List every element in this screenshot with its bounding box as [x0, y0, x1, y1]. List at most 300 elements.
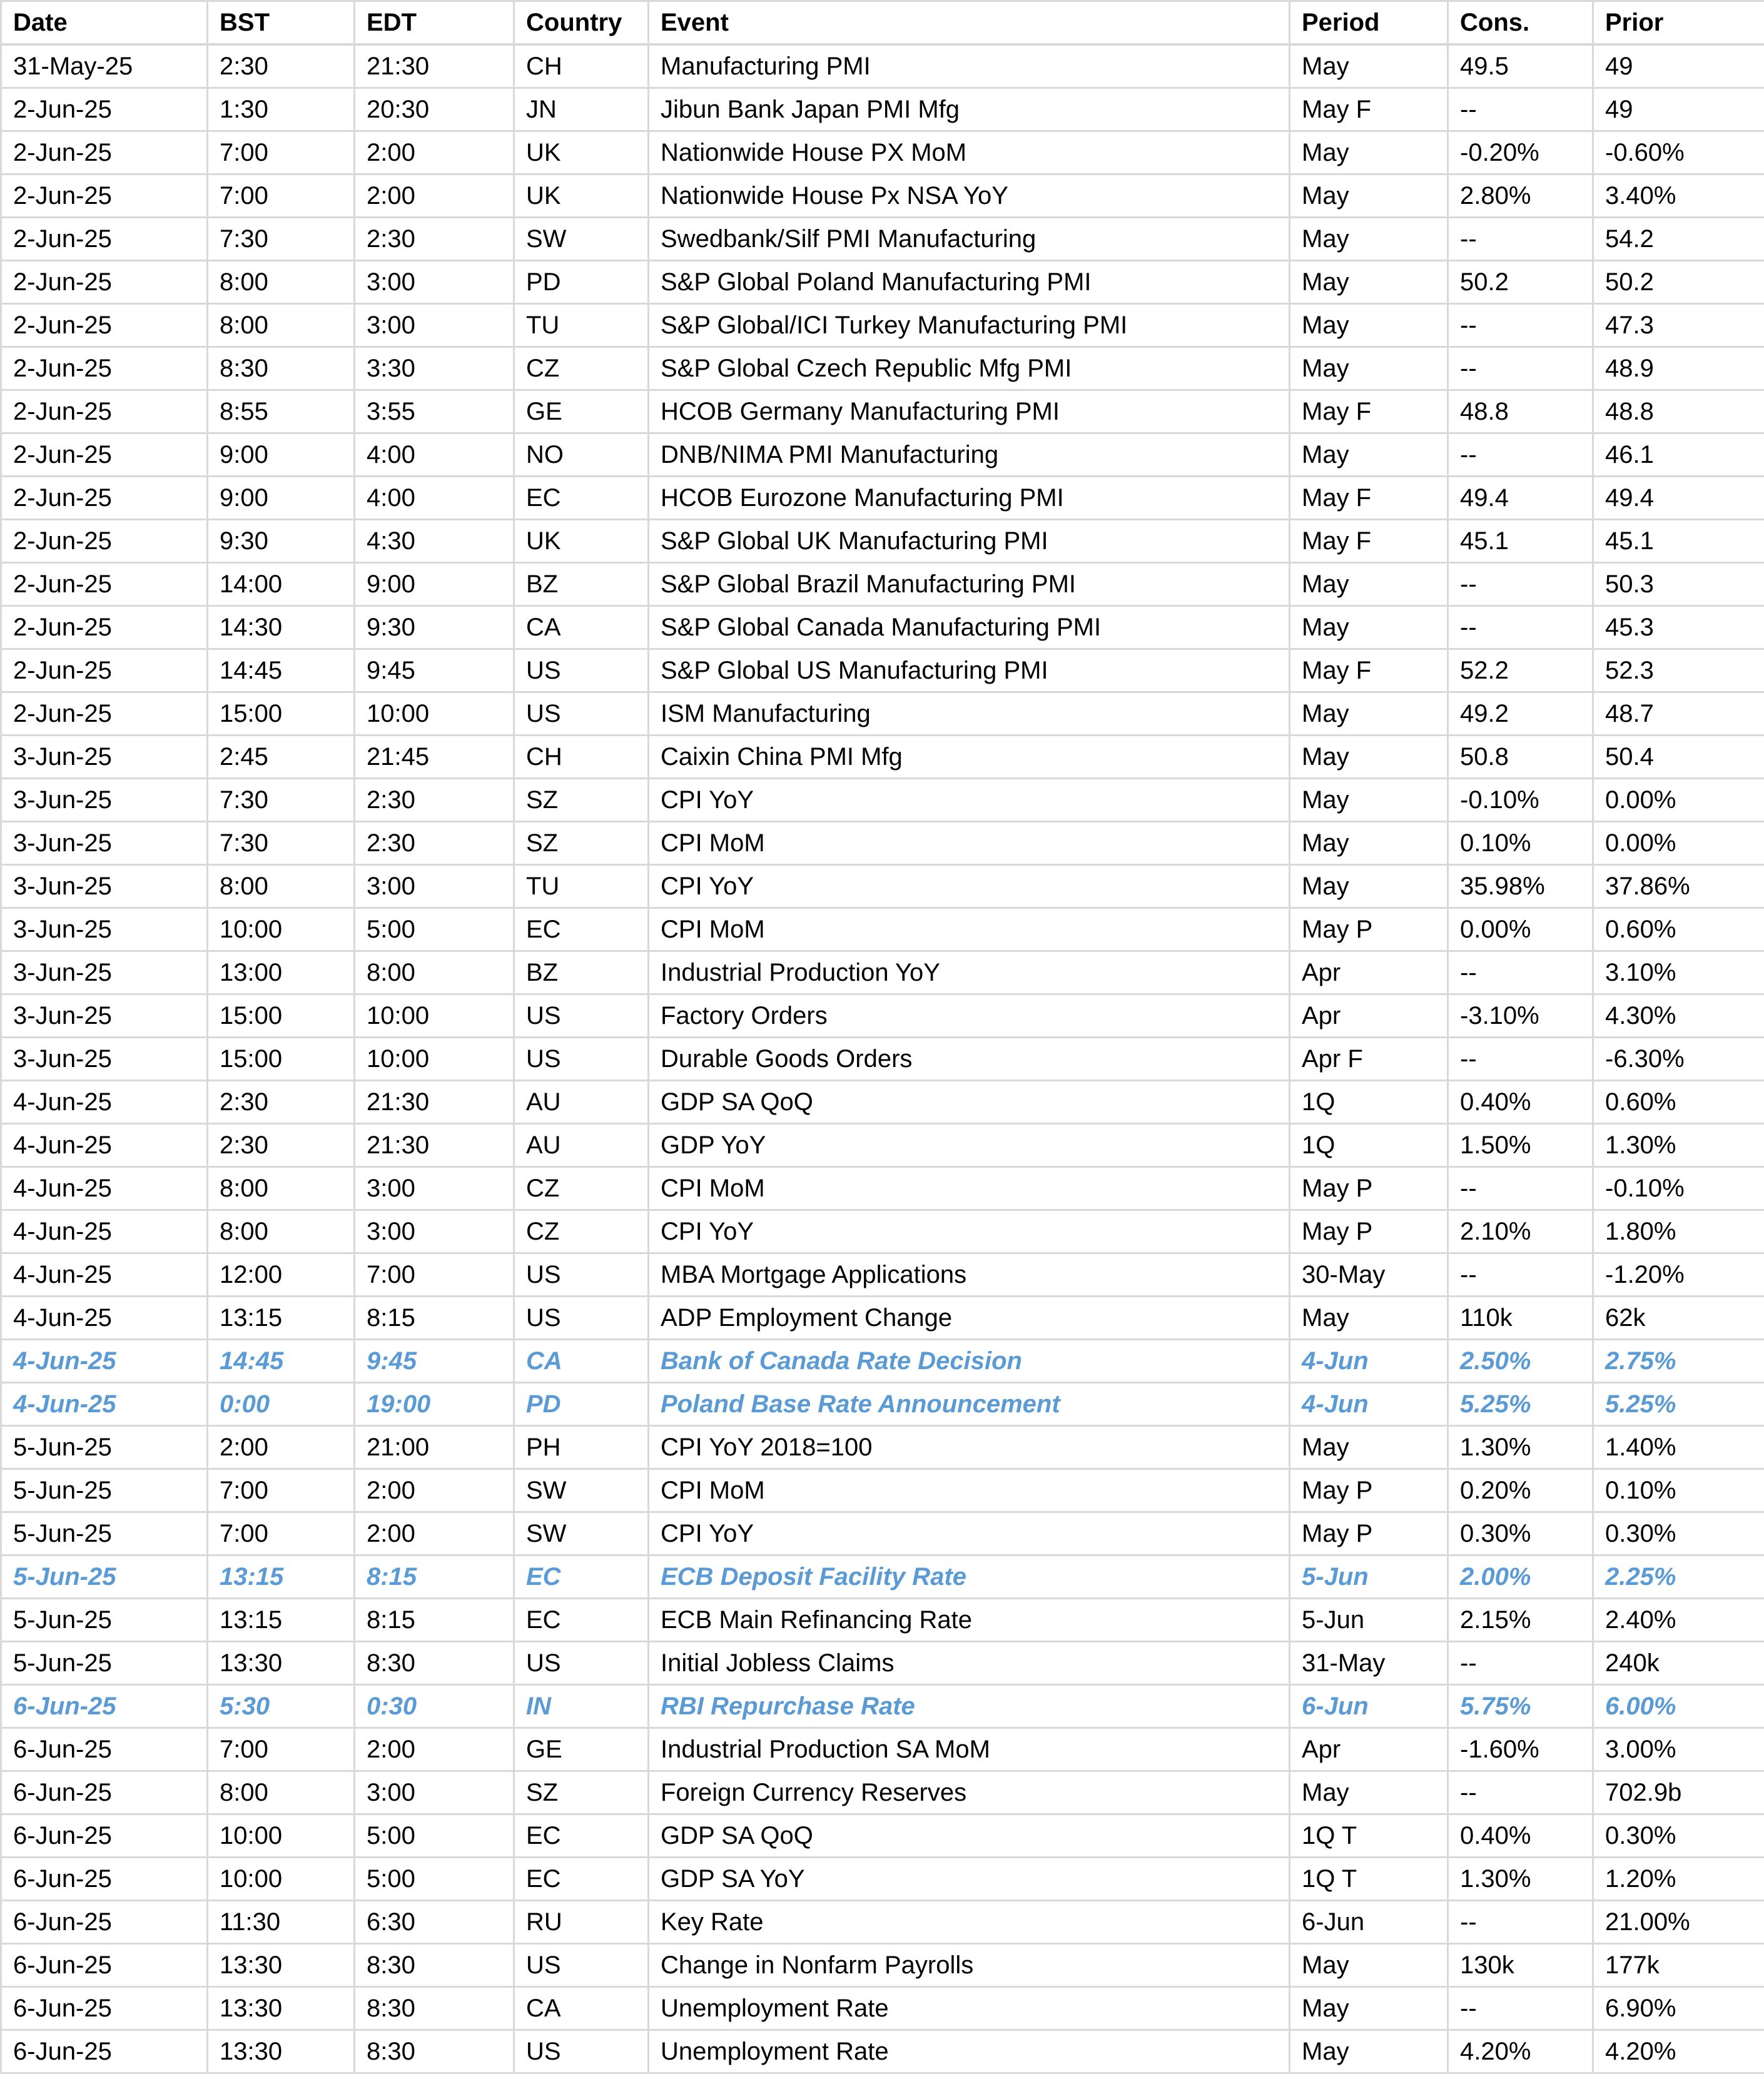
- cell-cons: 45.1: [1448, 520, 1593, 563]
- cell-event: CPI YoY: [649, 1210, 1290, 1253]
- cell-country: RU: [514, 1901, 649, 1944]
- cell-cons: 2.00%: [1448, 1556, 1593, 1599]
- table-row: [1, 1642, 1764, 1685]
- cell-period: May: [1290, 563, 1448, 606]
- cell-prior: 0.00%: [1593, 822, 1764, 865]
- column-header-prior: Prior: [1593, 1, 1764, 45]
- table-row: [1, 88, 1764, 131]
- cell-cons: 5.75%: [1448, 1685, 1593, 1728]
- cell-prior: 49: [1593, 44, 1764, 88]
- table-row: [1, 261, 1764, 304]
- cell-period: May: [1290, 606, 1448, 649]
- cell-cons: --: [1448, 606, 1593, 649]
- cell-period: May: [1290, 304, 1448, 347]
- cell-edt: 3:30: [355, 347, 514, 390]
- table-row: [1, 779, 1764, 822]
- cell-country: GE: [514, 390, 649, 433]
- table-row: [1, 1383, 1764, 1426]
- cell-period: 6-Jun: [1290, 1901, 1448, 1944]
- cell-edt: 2:00: [355, 1512, 514, 1556]
- cell-edt: 8:15: [355, 1599, 514, 1642]
- cell-prior: 1.80%: [1593, 1210, 1764, 1253]
- cell-edt: 19:00: [355, 1383, 514, 1426]
- cell-bst: 14:45: [208, 1340, 355, 1383]
- table-header: [1, 1, 1764, 45]
- cell-prior: 4.20%: [1593, 2030, 1764, 2073]
- header-row: [1, 1, 1764, 45]
- cell-event: Initial Jobless Claims: [649, 1642, 1290, 1685]
- cell-cons: -0.10%: [1448, 779, 1593, 822]
- cell-edt: 3:00: [355, 865, 514, 908]
- cell-event: Factory Orders: [649, 994, 1290, 1038]
- cell-prior: -1.20%: [1593, 1253, 1764, 1297]
- cell-country: CH: [514, 44, 649, 88]
- cell-cons: 1.30%: [1448, 1426, 1593, 1469]
- cell-country: CA: [514, 1987, 649, 2030]
- cell-event: Durable Goods Orders: [649, 1038, 1290, 1081]
- table-row: [1, 1210, 1764, 1253]
- cell-date: 3-Jun-25: [1, 779, 208, 822]
- cell-cons: 4.20%: [1448, 2030, 1593, 2073]
- cell-period: May: [1290, 347, 1448, 390]
- cell-cons: -0.20%: [1448, 131, 1593, 175]
- cell-prior: 3.10%: [1593, 951, 1764, 994]
- cell-bst: 7:30: [208, 822, 355, 865]
- cell-cons: --: [1448, 1167, 1593, 1210]
- cell-period: May: [1290, 1987, 1448, 2030]
- cell-country: CA: [514, 1340, 649, 1383]
- cell-prior: 49: [1593, 88, 1764, 131]
- cell-date: 3-Jun-25: [1, 865, 208, 908]
- cell-prior: 2.40%: [1593, 1599, 1764, 1642]
- table-row: [1, 1901, 1764, 1944]
- cell-prior: 0.10%: [1593, 1469, 1764, 1512]
- cell-event: CPI YoY: [649, 865, 1290, 908]
- cell-cons: --: [1448, 1987, 1593, 2030]
- table-row: [1, 1469, 1764, 1512]
- cell-period: May F: [1290, 520, 1448, 563]
- cell-cons: 50.8: [1448, 736, 1593, 779]
- cell-edt: 4:30: [355, 520, 514, 563]
- cell-date: 2-Jun-25: [1, 88, 208, 131]
- cell-period: May: [1290, 44, 1448, 88]
- cell-bst: 10:00: [208, 908, 355, 951]
- cell-event: S&P Global Brazil Manufacturing PMI: [649, 563, 1290, 606]
- cell-date: 4-Jun-25: [1, 1253, 208, 1297]
- cell-period: 1Q: [1290, 1081, 1448, 1124]
- cell-prior: 49.4: [1593, 477, 1764, 520]
- cell-event: ECB Main Refinancing Rate: [649, 1599, 1290, 1642]
- cell-bst: 15:00: [208, 1038, 355, 1081]
- table-row: [1, 563, 1764, 606]
- cell-cons: 130k: [1448, 1944, 1593, 1987]
- cell-event: HCOB Germany Manufacturing PMI: [649, 390, 1290, 433]
- cell-date: 2-Jun-25: [1, 347, 208, 390]
- cell-prior: 702.9b: [1593, 1771, 1764, 1814]
- table-row: [1, 1987, 1764, 2030]
- cell-period: May: [1290, 1944, 1448, 1987]
- cell-bst: 7:30: [208, 218, 355, 261]
- cell-bst: 8:00: [208, 261, 355, 304]
- cell-cons: 35.98%: [1448, 865, 1593, 908]
- cell-period: 31-May: [1290, 1642, 1448, 1685]
- cell-event: Industrial Production SA MoM: [649, 1728, 1290, 1771]
- cell-bst: 7:00: [208, 131, 355, 175]
- cell-edt: 21:45: [355, 736, 514, 779]
- cell-period: May: [1290, 131, 1448, 175]
- cell-period: May: [1290, 692, 1448, 736]
- cell-event: CPI YoY 2018=100: [649, 1426, 1290, 1469]
- cell-bst: 14:00: [208, 563, 355, 606]
- cell-period: May: [1290, 218, 1448, 261]
- cell-date: 6-Jun-25: [1, 1987, 208, 2030]
- cell-event: CPI YoY: [649, 779, 1290, 822]
- cell-period: May F: [1290, 88, 1448, 131]
- table-row: [1, 1728, 1764, 1771]
- cell-bst: 9:00: [208, 433, 355, 477]
- cell-date: 6-Jun-25: [1, 1858, 208, 1901]
- cell-prior: -0.10%: [1593, 1167, 1764, 1210]
- cell-bst: 8:00: [208, 865, 355, 908]
- table-row: [1, 908, 1764, 951]
- cell-prior: 21.00%: [1593, 1901, 1764, 1944]
- cell-country: US: [514, 2030, 649, 2073]
- cell-period: 4-Jun: [1290, 1340, 1448, 1383]
- cell-event: CPI YoY: [649, 1512, 1290, 1556]
- cell-event: Poland Base Rate Announcement: [649, 1383, 1290, 1426]
- cell-date: 2-Jun-25: [1, 520, 208, 563]
- table-row: [1, 1512, 1764, 1556]
- cell-cons: --: [1448, 218, 1593, 261]
- table-row: [1, 520, 1764, 563]
- cell-bst: 8:30: [208, 347, 355, 390]
- cell-cons: --: [1448, 1253, 1593, 1297]
- cell-period: 6-Jun: [1290, 1685, 1448, 1728]
- cell-bst: 13:30: [208, 1987, 355, 2030]
- cell-cons: --: [1448, 1038, 1593, 1081]
- cell-country: SW: [514, 1469, 649, 1512]
- table-row: [1, 865, 1764, 908]
- table-row: [1, 1167, 1764, 1210]
- cell-edt: 3:55: [355, 390, 514, 433]
- cell-event: ECB Deposit Facility Rate: [649, 1556, 1290, 1599]
- cell-bst: 2:30: [208, 1124, 355, 1167]
- cell-prior: 50.4: [1593, 736, 1764, 779]
- cell-edt: 3:00: [355, 1771, 514, 1814]
- cell-cons: 5.25%: [1448, 1383, 1593, 1426]
- cell-period: May: [1290, 1426, 1448, 1469]
- cell-bst: 13:15: [208, 1599, 355, 1642]
- cell-cons: 49.2: [1448, 692, 1593, 736]
- cell-country: US: [514, 994, 649, 1038]
- cell-country: SZ: [514, 779, 649, 822]
- cell-date: 4-Jun-25: [1, 1297, 208, 1340]
- cell-cons: 0.00%: [1448, 908, 1593, 951]
- cell-prior: 0.30%: [1593, 1814, 1764, 1858]
- cell-cons: --: [1448, 1642, 1593, 1685]
- cell-prior: 5.25%: [1593, 1383, 1764, 1426]
- table-row: [1, 433, 1764, 477]
- cell-prior: 3.40%: [1593, 175, 1764, 218]
- table-row: [1, 1426, 1764, 1469]
- cell-period: May P: [1290, 1469, 1448, 1512]
- cell-prior: 1.40%: [1593, 1426, 1764, 1469]
- table-row: [1, 131, 1764, 175]
- cell-date: 2-Jun-25: [1, 261, 208, 304]
- cell-prior: 48.8: [1593, 390, 1764, 433]
- table-row: [1, 44, 1764, 88]
- cell-bst: 8:00: [208, 1771, 355, 1814]
- table-row: [1, 304, 1764, 347]
- table-row: [1, 1124, 1764, 1167]
- cell-date: 2-Jun-25: [1, 304, 208, 347]
- cell-country: SW: [514, 218, 649, 261]
- table-row: [1, 649, 1764, 692]
- cell-edt: 3:00: [355, 1210, 514, 1253]
- cell-date: 3-Jun-25: [1, 1038, 208, 1081]
- table-row: [1, 1814, 1764, 1858]
- cell-event: GDP SA QoQ: [649, 1814, 1290, 1858]
- cell-bst: 15:00: [208, 994, 355, 1038]
- cell-period: Apr: [1290, 951, 1448, 994]
- column-header-date: Date: [1, 1, 208, 45]
- cell-edt: 8:15: [355, 1556, 514, 1599]
- cell-event: ADP Employment Change: [649, 1297, 1290, 1340]
- cell-edt: 8:30: [355, 2030, 514, 2073]
- table-row: [1, 218, 1764, 261]
- cell-country: CZ: [514, 1210, 649, 1253]
- cell-edt: 2:00: [355, 175, 514, 218]
- cell-country: AU: [514, 1081, 649, 1124]
- cell-bst: 2:00: [208, 1426, 355, 1469]
- cell-prior: 3.00%: [1593, 1728, 1764, 1771]
- cell-date: 2-Jun-25: [1, 477, 208, 520]
- cell-period: Apr F: [1290, 1038, 1448, 1081]
- cell-edt: 2:00: [355, 131, 514, 175]
- cell-date: 6-Jun-25: [1, 1814, 208, 1858]
- table-row: [1, 1685, 1764, 1728]
- cell-cons: 0.40%: [1448, 1081, 1593, 1124]
- cell-country: US: [514, 1642, 649, 1685]
- cell-country: PD: [514, 1383, 649, 1426]
- cell-country: EC: [514, 1858, 649, 1901]
- cell-cons: --: [1448, 951, 1593, 994]
- cell-event: Swedbank/Silf PMI Manufacturing: [649, 218, 1290, 261]
- cell-bst: 14:30: [208, 606, 355, 649]
- cell-bst: 13:15: [208, 1556, 355, 1599]
- cell-cons: --: [1448, 1901, 1593, 1944]
- cell-edt: 7:00: [355, 1253, 514, 1297]
- cell-edt: 3:00: [355, 261, 514, 304]
- cell-bst: 8:55: [208, 390, 355, 433]
- cell-event: Change in Nonfarm Payrolls: [649, 1944, 1290, 1987]
- cell-event: MBA Mortgage Applications: [649, 1253, 1290, 1297]
- cell-edt: 5:00: [355, 908, 514, 951]
- cell-period: May F: [1290, 390, 1448, 433]
- cell-date: 2-Jun-25: [1, 433, 208, 477]
- column-header-cons: Cons.: [1448, 1, 1593, 45]
- cell-event: Jibun Bank Japan PMI Mfg: [649, 88, 1290, 131]
- column-header-period: Period: [1290, 1, 1448, 45]
- cell-date: 4-Jun-25: [1, 1340, 208, 1383]
- cell-period: 5-Jun: [1290, 1556, 1448, 1599]
- cell-event: Caixin China PMI Mfg: [649, 736, 1290, 779]
- cell-country: CZ: [514, 347, 649, 390]
- cell-event: Unemployment Rate: [649, 1987, 1290, 2030]
- cell-edt: 10:00: [355, 1038, 514, 1081]
- cell-cons: --: [1448, 1771, 1593, 1814]
- cell-cons: --: [1448, 347, 1593, 390]
- cell-prior: 177k: [1593, 1944, 1764, 1987]
- cell-period: May: [1290, 175, 1448, 218]
- table-row: [1, 1858, 1764, 1901]
- cell-event: Key Rate: [649, 1901, 1290, 1944]
- cell-date: 2-Jun-25: [1, 175, 208, 218]
- cell-prior: 2.25%: [1593, 1556, 1764, 1599]
- cell-country: SZ: [514, 822, 649, 865]
- cell-country: UK: [514, 520, 649, 563]
- table-row: [1, 606, 1764, 649]
- cell-bst: 14:45: [208, 649, 355, 692]
- cell-period: May: [1290, 2030, 1448, 2073]
- cell-edt: 9:30: [355, 606, 514, 649]
- table-row: [1, 2030, 1764, 2073]
- cell-period: Apr: [1290, 1728, 1448, 1771]
- cell-date: 5-Jun-25: [1, 1426, 208, 1469]
- cell-cons: 2.15%: [1448, 1599, 1593, 1642]
- cell-edt: 8:15: [355, 1297, 514, 1340]
- cell-date: 2-Jun-25: [1, 218, 208, 261]
- cell-event: CPI MoM: [649, 908, 1290, 951]
- cell-date: 2-Jun-25: [1, 131, 208, 175]
- cell-date: 6-Jun-25: [1, 1685, 208, 1728]
- cell-bst: 7:00: [208, 1469, 355, 1512]
- cell-country: US: [514, 649, 649, 692]
- cell-country: BZ: [514, 951, 649, 994]
- cell-date: 3-Jun-25: [1, 822, 208, 865]
- cell-date: 5-Jun-25: [1, 1556, 208, 1599]
- cell-bst: 8:00: [208, 304, 355, 347]
- cell-event: Unemployment Rate: [649, 2030, 1290, 2073]
- cell-period: May: [1290, 1297, 1448, 1340]
- cell-country: PH: [514, 1426, 649, 1469]
- cell-cons: --: [1448, 88, 1593, 131]
- column-header-event: Event: [649, 1, 1290, 45]
- cell-period: 30-May: [1290, 1253, 1448, 1297]
- cell-prior: 47.3: [1593, 304, 1764, 347]
- cell-event: Industrial Production YoY: [649, 951, 1290, 994]
- cell-prior: 52.3: [1593, 649, 1764, 692]
- cell-period: 4-Jun: [1290, 1383, 1448, 1426]
- table-row: [1, 1297, 1764, 1340]
- cell-prior: 45.1: [1593, 520, 1764, 563]
- cell-bst: 10:00: [208, 1858, 355, 1901]
- cell-edt: 4:00: [355, 433, 514, 477]
- cell-edt: 21:30: [355, 44, 514, 88]
- cell-event: S&P Global UK Manufacturing PMI: [649, 520, 1290, 563]
- cell-event: S&P Global Poland Manufacturing PMI: [649, 261, 1290, 304]
- table-row: [1, 1771, 1764, 1814]
- cell-cons: 2.10%: [1448, 1210, 1593, 1253]
- cell-event: S&P Global US Manufacturing PMI: [649, 649, 1290, 692]
- cell-date: 4-Jun-25: [1, 1081, 208, 1124]
- cell-prior: -6.30%: [1593, 1038, 1764, 1081]
- table-row: [1, 1081, 1764, 1124]
- cell-bst: 1:30: [208, 88, 355, 131]
- cell-edt: 10:00: [355, 692, 514, 736]
- cell-date: 5-Jun-25: [1, 1469, 208, 1512]
- cell-date: 2-Jun-25: [1, 606, 208, 649]
- cell-edt: 9:45: [355, 1340, 514, 1383]
- cell-prior: 0.00%: [1593, 779, 1764, 822]
- cell-country: EC: [514, 477, 649, 520]
- cell-edt: 6:30: [355, 1901, 514, 1944]
- cell-country: JN: [514, 88, 649, 131]
- cell-date: 2-Jun-25: [1, 563, 208, 606]
- cell-event: S&P Global Czech Republic Mfg PMI: [649, 347, 1290, 390]
- cell-bst: 15:00: [208, 692, 355, 736]
- cell-prior: 62k: [1593, 1297, 1764, 1340]
- cell-period: 1Q: [1290, 1124, 1448, 1167]
- table-row: [1, 994, 1764, 1038]
- cell-event: S&P Global Canada Manufacturing PMI: [649, 606, 1290, 649]
- cell-bst: 7:30: [208, 779, 355, 822]
- cell-cons: 0.10%: [1448, 822, 1593, 865]
- cell-event: Foreign Currency Reserves: [649, 1771, 1290, 1814]
- cell-date: 4-Jun-25: [1, 1167, 208, 1210]
- cell-prior: 50.3: [1593, 563, 1764, 606]
- cell-period: Apr: [1290, 994, 1448, 1038]
- cell-cons: 1.30%: [1448, 1858, 1593, 1901]
- cell-date: 6-Jun-25: [1, 1944, 208, 1987]
- table-row: [1, 1038, 1764, 1081]
- table-row: [1, 951, 1764, 994]
- cell-country: AU: [514, 1124, 649, 1167]
- cell-event: CPI MoM: [649, 822, 1290, 865]
- cell-prior: 48.7: [1593, 692, 1764, 736]
- cell-date: 4-Jun-25: [1, 1383, 208, 1426]
- cell-edt: 20:30: [355, 88, 514, 131]
- table-row: [1, 692, 1764, 736]
- cell-period: May: [1290, 433, 1448, 477]
- cell-country: IN: [514, 1685, 649, 1728]
- cell-country: GE: [514, 1728, 649, 1771]
- cell-edt: 2:30: [355, 779, 514, 822]
- cell-bst: 7:00: [208, 175, 355, 218]
- cell-cons: -3.10%: [1448, 994, 1593, 1038]
- cell-bst: 2:45: [208, 736, 355, 779]
- table-row: [1, 175, 1764, 218]
- cell-country: TU: [514, 865, 649, 908]
- cell-event: CPI MoM: [649, 1469, 1290, 1512]
- cell-prior: 46.1: [1593, 433, 1764, 477]
- cell-prior: 4.30%: [1593, 994, 1764, 1038]
- cell-bst: 13:30: [208, 2030, 355, 2073]
- table-body: [1, 44, 1764, 2073]
- cell-edt: 3:00: [355, 304, 514, 347]
- table-row: [1, 1556, 1764, 1599]
- cell-period: May P: [1290, 1167, 1448, 1210]
- cell-event: HCOB Eurozone Manufacturing PMI: [649, 477, 1290, 520]
- cell-date: 2-Jun-25: [1, 390, 208, 433]
- cell-bst: 13:30: [208, 1944, 355, 1987]
- cell-date: 4-Jun-25: [1, 1210, 208, 1253]
- cell-event: GDP SA YoY: [649, 1858, 1290, 1901]
- cell-prior: 54.2: [1593, 218, 1764, 261]
- cell-country: EC: [514, 1556, 649, 1599]
- cell-event: ISM Manufacturing: [649, 692, 1290, 736]
- cell-prior: 48.9: [1593, 347, 1764, 390]
